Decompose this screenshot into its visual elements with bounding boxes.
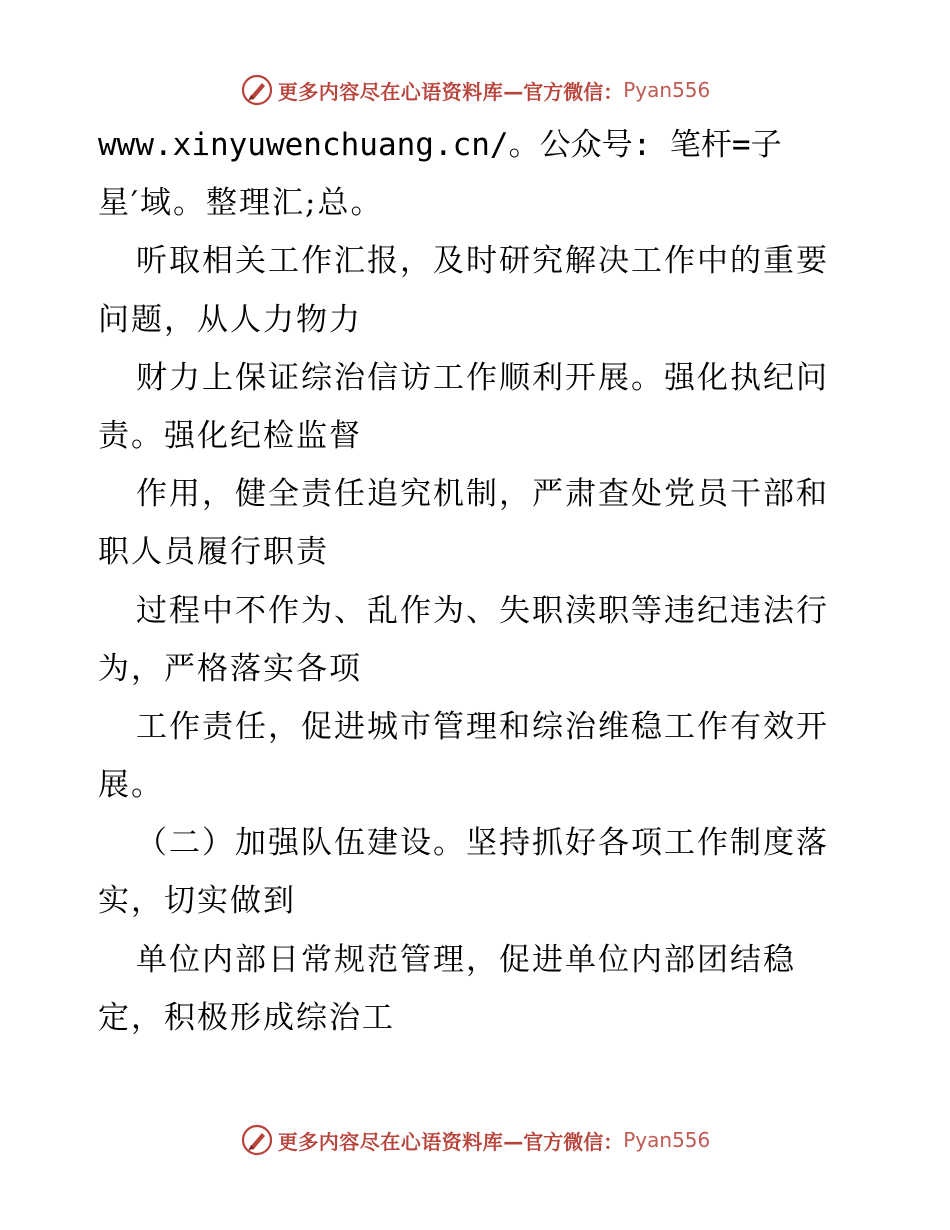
footer-banner-main: 更多内容尽在心语资料库: [277, 1129, 504, 1154]
text-line-4: 问题，从人力物力: [98, 301, 362, 338]
text-line-11: 工作责任，促进城市管理和综治维稳工作有效开: [136, 708, 829, 745]
text-line-6: 责。强化纪检监督: [98, 417, 362, 454]
pen-nib-logo-icon: [240, 1123, 274, 1157]
text-line-1: www.xinyuwenchuang.cn/。公众号: 笔杆=子: [98, 127, 782, 163]
text-line-7: 作用，健全责任追究机制，严肃查处党员干部和: [136, 476, 829, 513]
text-line-10: 为，严格落实各项: [98, 650, 362, 687]
footer-banner-sub: —官方微信：: [503, 1129, 624, 1154]
text-line-2: 星′域。整理汇;总。: [98, 185, 384, 222]
text-line-16: 定，积极形成综治工: [98, 999, 395, 1036]
header-banner-id: Pyan556: [623, 78, 711, 102]
footer-banner: [0, 1118, 950, 1162]
pen-nib-logo-icon: [240, 73, 274, 107]
text-line-13: （二）加强队伍建设。坚持抓好各项工作制度落: [136, 825, 829, 862]
text-line-12: 展。: [98, 767, 164, 804]
footer-banner-id: Pyan556: [623, 1128, 711, 1152]
header-banner-main: 更多内容尽在心语资料库: [277, 79, 504, 104]
text-line-9: 过程中不作为、乱作为、失职渎职等违纪违法行: [136, 592, 829, 629]
text-line-5: 财力上保证综治信访工作顺利开展。强化执纪问: [136, 359, 829, 396]
text-line-3: 听取相关工作汇报，及时研究解决工作中的重要: [136, 243, 829, 280]
text-line-8: 职人员履行职责: [98, 534, 329, 571]
text-line-15: 单位内部日常规范管理，促进单位内部团结稳: [136, 941, 796, 978]
document-body: [98, 116, 858, 1047]
header-banner-sub: —官方微信：: [503, 79, 624, 104]
text-line-14: 实，切实做到: [98, 883, 296, 920]
header-banner: [0, 68, 950, 112]
